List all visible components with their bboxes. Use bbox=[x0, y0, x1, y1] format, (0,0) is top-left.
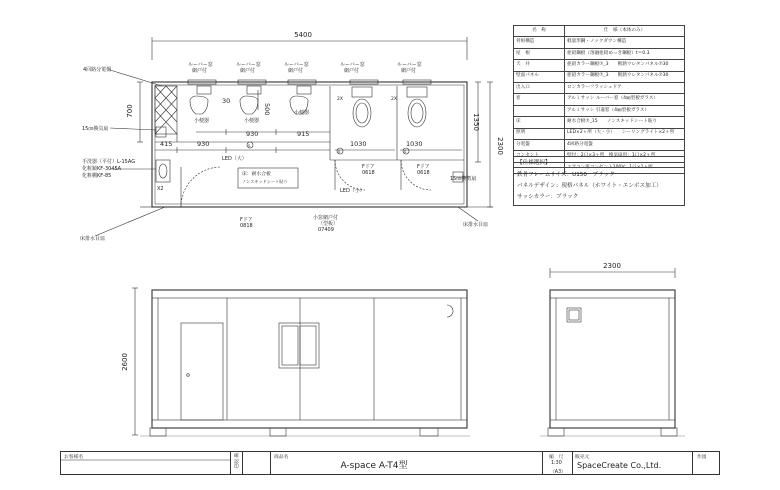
front-elevation-body bbox=[152, 290, 467, 428]
spec-head-name: 名 称 bbox=[514, 26, 565, 37]
product-name: A-space A-T4型 bbox=[340, 461, 408, 471]
spec-table-header bbox=[514, 26, 685, 37]
svg-text:小窓網戸付（型板）07409 bbox=[313, 214, 338, 233]
customer-label: お客様名 bbox=[64, 455, 84, 460]
options-box bbox=[513, 156, 685, 206]
spec-value: エアコン用コンセント100V：1口×1ヶ所 bbox=[565, 162, 685, 173]
spec-key: 窓 bbox=[514, 94, 565, 105]
sink-label-line2: 化粧鏡KF-3045A bbox=[82, 166, 122, 172]
window-label-line1: 小窓網戸付 bbox=[313, 215, 339, 221]
depth-700-label: 700 bbox=[126, 104, 134, 118]
urinal-2-label: 小便器 bbox=[244, 118, 260, 124]
svg-text:ルーバー窓網戸付 bbox=[340, 61, 365, 74]
front-window bbox=[279, 323, 319, 368]
scale-value: 1:30 bbox=[551, 461, 562, 466]
window-label-line2: （型板） bbox=[318, 221, 339, 227]
dim-930b-label: 930 bbox=[246, 130, 259, 138]
foot-left bbox=[150, 428, 166, 436]
louver-4-label-line2: 網戸付 bbox=[344, 68, 360, 74]
option-sash: サッシカラー：ブラック bbox=[517, 193, 579, 200]
check-label: 確認印 bbox=[234, 454, 239, 471]
drain-right-label: 床排水目皿 bbox=[463, 222, 489, 228]
switch-1-letter: S bbox=[338, 149, 341, 154]
door-left-label-line2: 0618 bbox=[362, 170, 375, 176]
x2-label: X2 bbox=[157, 186, 164, 192]
main-door-swing bbox=[181, 167, 221, 207]
louver-3-label-line1: ルーバー窓 bbox=[284, 62, 309, 68]
drain-left-label: 床排水目皿 bbox=[80, 236, 106, 242]
dim-415-label: 415 bbox=[160, 140, 173, 148]
spec-key: 出入口 bbox=[514, 82, 565, 93]
dim-30-label: 30 bbox=[222, 97, 231, 105]
table-row bbox=[514, 105, 685, 116]
table-row bbox=[514, 82, 685, 93]
toilet-tank-2 bbox=[407, 87, 427, 97]
table-row bbox=[514, 60, 685, 71]
window-label-line3: 07409 bbox=[318, 227, 334, 233]
louver-5-label-line1: ルーバー窓 bbox=[397, 62, 422, 68]
vent-right-label: 15㎝換気扇 bbox=[450, 176, 477, 182]
spec-value: 亜鉛鋼板（溶融亜鉛めっき鋼板）t＝0.3 bbox=[565, 48, 685, 59]
spec-value: 壁付：2口×3ヶ所 換気扇用：1口×2ヶ所 bbox=[565, 151, 685, 162]
vent-left-label: 15㎝換気扇 bbox=[82, 126, 109, 132]
depth-2300-label: 2300 bbox=[496, 137, 504, 155]
check-cell bbox=[231, 452, 243, 474]
spec-table bbox=[513, 25, 685, 174]
door-right-label-line2: 0618 bbox=[417, 170, 430, 176]
louver-2-label-line1: ルーバー窓 bbox=[236, 62, 261, 68]
table-row bbox=[514, 37, 685, 48]
svg-text:ルーバー窓網戸付 bbox=[236, 61, 261, 74]
urinal-2-icon bbox=[240, 96, 258, 114]
table-row bbox=[514, 94, 685, 105]
svg-text:ルーバー窓網戸付 bbox=[284, 61, 309, 74]
toilet-door-swing-1 bbox=[335, 160, 365, 190]
svg-text:ルーバー窓網戸付 bbox=[188, 61, 213, 74]
depth-1350-label: 1350 bbox=[472, 113, 480, 131]
seller-cell bbox=[573, 452, 693, 474]
spec-head-spec: 仕 様（本体のみ） bbox=[565, 26, 685, 37]
front-door bbox=[181, 323, 223, 420]
elevation-height-label: 2600 bbox=[121, 353, 129, 371]
two-x-label-1: 2X bbox=[337, 97, 343, 102]
louver-1-label-line1: ルーバー窓 bbox=[188, 62, 213, 68]
spec-value: 亜鉛カラー鋼板⑦_3 断熱ウレタンパネル⑦30 bbox=[565, 71, 685, 82]
dim-1030b-label: 1030 bbox=[406, 140, 423, 148]
louver-4-label-line1: ルーバー窓 bbox=[340, 62, 365, 68]
author-label: 作図 bbox=[697, 455, 707, 460]
table-row bbox=[514, 128, 685, 139]
floor-note-box bbox=[238, 168, 298, 188]
main-door-label-line1: Fドア bbox=[240, 217, 253, 223]
scale-cell bbox=[543, 452, 573, 474]
dim-500-label: 500 bbox=[263, 103, 271, 116]
two-x-label-2: 2X bbox=[391, 97, 397, 102]
dim-930a-label: 930 bbox=[197, 140, 210, 148]
overall-width-label: 5400 bbox=[294, 31, 312, 39]
door-left-label-line1: Fドア bbox=[362, 164, 375, 170]
spec-key: コンセント bbox=[514, 151, 565, 162]
spec-value: ロンカラーフラッシュドア bbox=[565, 82, 685, 93]
urinal-1-icon bbox=[190, 96, 208, 114]
led-large-label: LED（大） bbox=[222, 156, 247, 162]
spec-value: 耐水合板⑦_15 ノンスキッドシート貼り bbox=[565, 117, 685, 128]
table-row bbox=[514, 71, 685, 82]
sink-label-line3: 化粧棚KF-85 bbox=[82, 173, 112, 179]
door-right-label-line1: Fドア bbox=[417, 164, 430, 170]
sink-label-line1: 手洗器（平付）L-15AG bbox=[82, 159, 136, 165]
floor-note-line1: 床：耐水合板 bbox=[242, 172, 271, 177]
svg-text:ルーバー窓網戸付 bbox=[397, 61, 422, 74]
dim-1030a-label: 1030 bbox=[350, 140, 367, 148]
louver-1-label-line2: 網戸付 bbox=[192, 68, 208, 74]
main-door-label-line2: 0818 bbox=[240, 223, 253, 229]
spec-key: 壁面パネル bbox=[514, 71, 565, 82]
spec-key: 屋 根 bbox=[514, 48, 565, 59]
dim-915-label: 915 bbox=[297, 130, 310, 138]
svg-text:Fドア0818 bbox=[240, 217, 253, 229]
table-row bbox=[514, 117, 685, 128]
distribution-panel-label: 4回路分電盤 bbox=[83, 67, 112, 73]
switch-3-letter: S bbox=[248, 143, 251, 148]
spec-value: 軽量形鋼・ノックダウン構造 bbox=[565, 37, 685, 48]
spec-key: 天 井 bbox=[514, 60, 565, 71]
spec-value: アルミサッシ 引違窓（4㎜型板ガラス） bbox=[565, 105, 685, 116]
blank-cell bbox=[243, 452, 271, 474]
front-vent bbox=[447, 305, 453, 317]
louver-3-label-line2: 網戸付 bbox=[288, 68, 304, 74]
side-width-label: 2300 bbox=[603, 262, 621, 270]
spec-value: 亜鉛カラー鋼板⑦_3 断熱ウレタンパネル⑦30 bbox=[565, 60, 685, 71]
customer-cell bbox=[61, 452, 231, 474]
led-small-label: LED（小） bbox=[340, 188, 365, 194]
product-label: 商品名 bbox=[274, 455, 289, 460]
option-panel: パネルデザイン：現格パネル（ホワイト・エンボス加工） bbox=[517, 182, 662, 189]
louver-2-label-line2: 網戸付 bbox=[240, 68, 256, 74]
svg-text:Fドア0618 bbox=[362, 164, 375, 176]
spec-key: 床 bbox=[514, 117, 565, 128]
louver-5-label-line2: 網戸付 bbox=[401, 68, 417, 74]
table-row bbox=[514, 139, 685, 150]
title-block bbox=[60, 451, 720, 475]
paper-size: （A3） bbox=[550, 470, 566, 475]
table-row bbox=[514, 48, 685, 59]
spec-value: アルミサッシ ルーバー窓（4㎜型板ガラス） bbox=[565, 94, 685, 105]
spec-value: 4回路分電盤 bbox=[565, 139, 685, 150]
spec-value: LED×2ヶ所（大・小） シーリングライト×2ヶ所 bbox=[565, 128, 685, 139]
spec-key bbox=[514, 105, 565, 116]
spec-key: 分電盤 bbox=[514, 139, 565, 150]
urinal-3-label: 小便器 bbox=[294, 110, 310, 116]
hand-sink-icon bbox=[156, 160, 170, 182]
option-frame: 鉄骨フレームサイズ：U150 ブラック bbox=[517, 171, 615, 178]
floor-note-line2: ノンスキッドシート貼り bbox=[242, 179, 288, 184]
svg-text:Fドア0618 bbox=[417, 164, 430, 176]
company-name: SpaceCreate Co.,Ltd. bbox=[577, 461, 662, 470]
options-title: 【仕様選択】 bbox=[514, 157, 684, 168]
scale-label: 縮 尺 bbox=[549, 455, 564, 460]
spec-key: 骨組構造 bbox=[514, 37, 565, 48]
switch-2-letter: S bbox=[404, 149, 407, 154]
urinal-1-label: 小便器 bbox=[194, 118, 210, 124]
seller-label: 販売元 bbox=[575, 455, 590, 460]
toilet-tank-1 bbox=[352, 87, 372, 97]
spec-key: 照明 bbox=[514, 128, 565, 139]
